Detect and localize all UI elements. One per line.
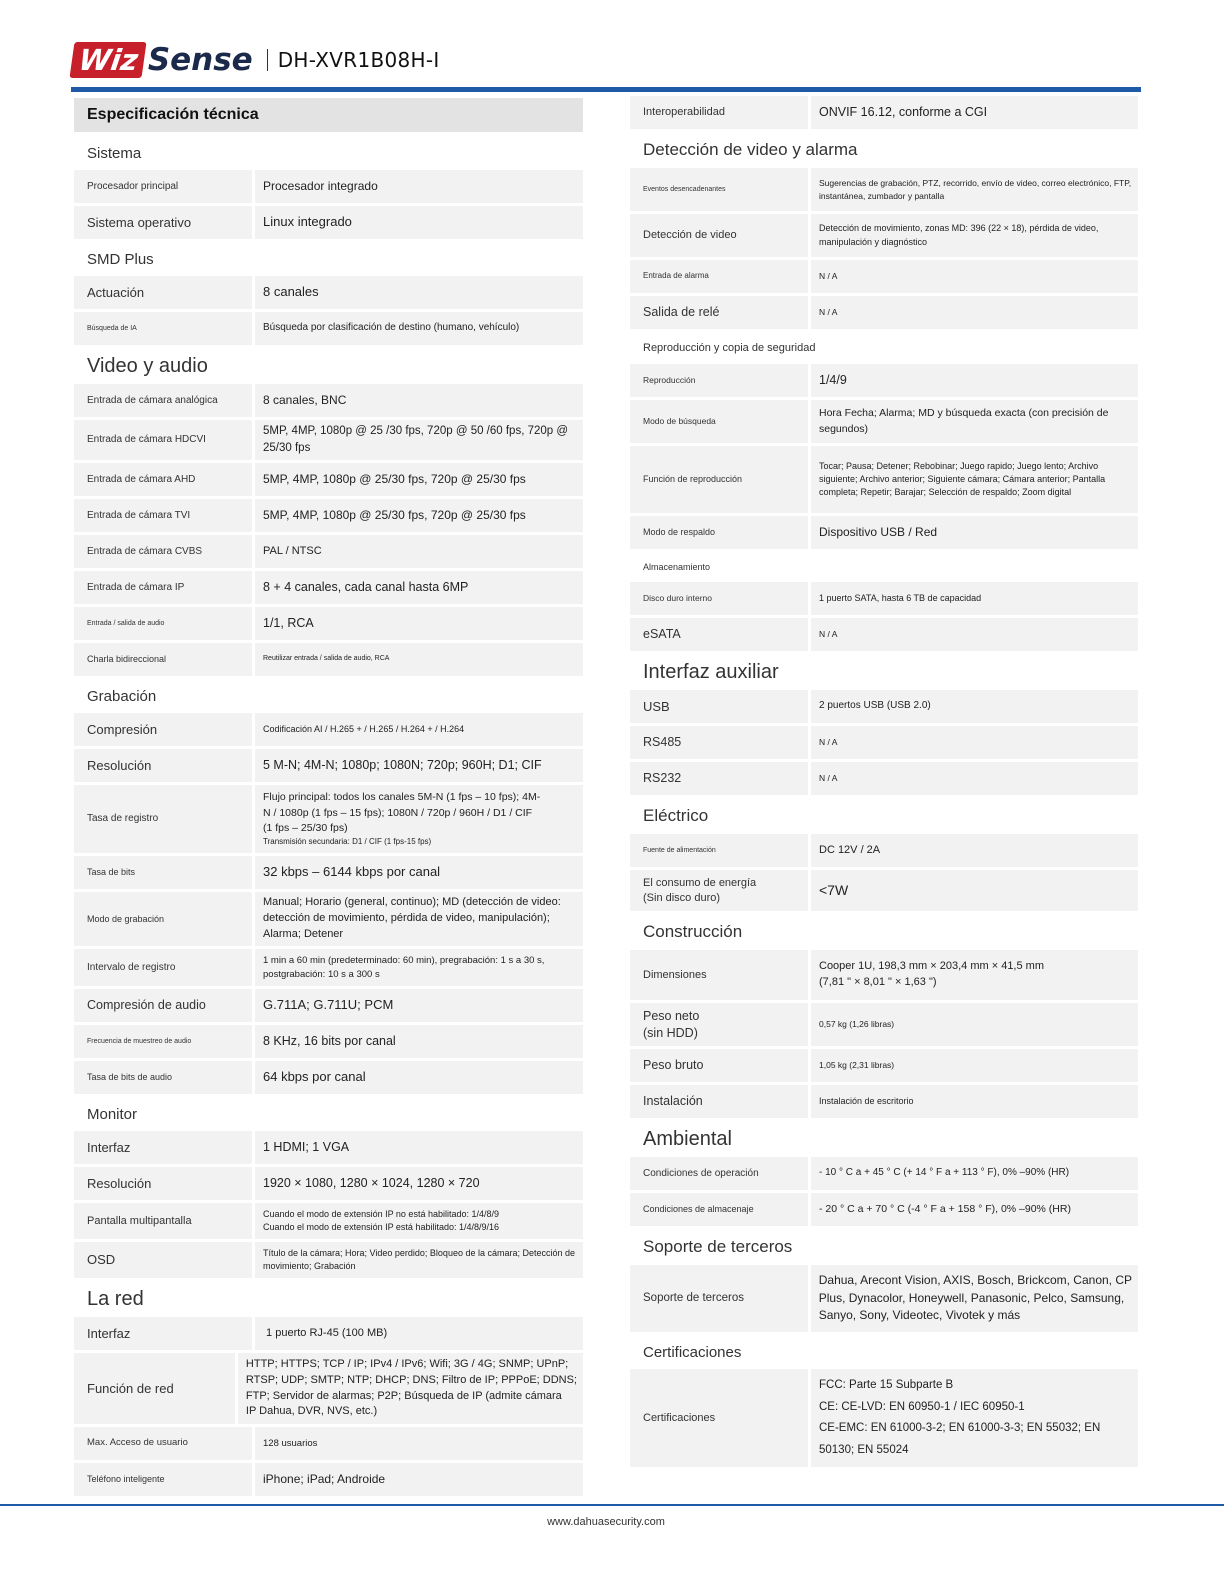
spec-label: Condiciones de almacenaje — [630, 1193, 808, 1226]
section-heading-sistema: Sistema — [87, 144, 142, 162]
spec-value-line: 0,57 kg (1,26 libras) — [819, 1019, 895, 1030]
spec-label: Tasa de registro — [74, 785, 252, 853]
spec-label: Salida de relé — [630, 296, 808, 329]
spec-value-line: Dahua, Arecont Vision, AXIS, Bosch, Brickcom, Canon, CP — [818, 1273, 1132, 1288]
spec-value — [255, 785, 583, 853]
spec-row-funcion-de-red — [74, 1353, 583, 1424]
spec-value — [255, 571, 583, 604]
spec-row-instalacion — [630, 1085, 1138, 1118]
spec-value — [811, 618, 1138, 651]
spec-row-procesador-principal — [74, 170, 583, 203]
spec-label: Compresión — [74, 713, 252, 746]
spec-value-line: 1920 × 1080, 1280 × 1024, 1280 × 720 — [263, 1176, 480, 1191]
spec-value — [811, 582, 1138, 615]
spec-row-rs485 — [630, 726, 1138, 759]
spec-value — [255, 989, 583, 1022]
spec-label: Modo de búsqueda — [630, 400, 808, 443]
spec-value-line: manipulación y diagnóstico — [819, 236, 928, 247]
spec-value-line: Tocar; Pausa; Detener; Rebobinar; Juego rapido; Juego lento; Archivo — [819, 460, 1099, 471]
spec-label: Detección de video — [630, 214, 808, 257]
spec-value-line: 8 + 4 canales, cada canal hasta 6MP — [263, 580, 469, 595]
spec-value-line: N / A — [819, 271, 838, 282]
spec-value-line: FCC: Parte 15 Subparte B — [819, 1379, 954, 1392]
spec-label: Eventos desencadenantes — [630, 168, 808, 211]
spec-value-line: Procesador integrado — [263, 178, 378, 193]
spec-row-osd — [74, 1242, 583, 1278]
spec-value-line: Linux integrado — [263, 214, 352, 230]
spec-row-modo-de-respaldo — [630, 516, 1138, 549]
spec-label: Función de red — [74, 1353, 235, 1424]
spec-value-line: 32 kbps – 6144 kbps por canal — [263, 864, 441, 880]
spec-row-actuacion — [74, 276, 583, 309]
spec-label: Max. Acceso de usuario — [74, 1427, 252, 1460]
spec-label: Disco duro interno — [630, 582, 808, 615]
spec-row-modo-de-grabacion — [74, 892, 583, 946]
spec-value — [811, 950, 1138, 1000]
spec-value-line: IP Dahua, DVR, NVS, etc.) — [245, 1405, 378, 1418]
spec-value — [255, 607, 583, 640]
spec-value — [255, 949, 583, 986]
spec-row-entrada-de-camara-cvbs — [74, 535, 583, 568]
spec-value-line: Sugerencias de grabación, PTZ, recorrido, envío de video, correo electrónico, FTP, — [819, 178, 1132, 189]
spec-value-line: 8 canales — [263, 284, 319, 300]
spec-value — [811, 1049, 1138, 1082]
spec-value-line: 1 puerto RJ-45 (100 MB) — [263, 1326, 388, 1339]
spec-row-compresion — [74, 713, 583, 746]
spec-label: Condiciones de operación — [630, 1157, 808, 1190]
spec-value-line: 8 canales, BNC — [263, 392, 347, 407]
spec-label: USB — [630, 690, 808, 723]
spec-row-certificaciones — [630, 1369, 1138, 1467]
spec-value-line: siguiente; Archivo anterior; Siguiente cámara; Cámara anterior; Pantalla — [819, 473, 1106, 484]
spec-value-line: Flujo principal: todos los canales 5M-N (1 fps – 10 fps); 4M- — [263, 791, 541, 804]
spec-row-modo-de-busqueda — [630, 400, 1138, 443]
spec-value-line: - 10 ° C a + 45 ° C (+ 14 ° F a + 113 ° F), 0% –90% (HR) — [819, 1167, 1070, 1179]
spec-value-line: N / A — [819, 773, 838, 784]
section-heading-soporte-de-terceros: Soporte de terceros — [643, 1237, 793, 1256]
spec-value — [811, 214, 1138, 257]
section-heading-ambiental: Ambiental — [643, 1127, 732, 1150]
spec-label: Tasa de bits de audio — [74, 1061, 252, 1094]
spec-row-disco-duro-interno — [630, 582, 1138, 615]
section-heading-construccion: Construcción — [643, 922, 743, 941]
spec-value — [811, 400, 1138, 443]
spec-value-line: 8 KHz, 16 bits por canal — [263, 1034, 396, 1049]
spec-row-funcion-de-reproduccion — [630, 446, 1138, 513]
spec-row-deteccion-de-video — [630, 214, 1138, 257]
spec-value — [811, 1157, 1138, 1190]
spec-label: Entrada de cámara CVBS — [74, 535, 252, 568]
spec-row-dimensiones — [630, 950, 1138, 1000]
spec-value — [238, 1353, 583, 1424]
spec-row-max-acceso-de-usuario — [74, 1427, 583, 1460]
spec-row-condiciones-de-almacenaje — [630, 1193, 1138, 1226]
wizsense-logo — [72, 42, 253, 78]
spec-value-line: 64 kbps por canal — [263, 1069, 366, 1085]
spec-row-fuente-de-alimentacion — [630, 834, 1138, 867]
spec-value-line: Plus, Dynacolor, Honeywell, Panasonic, Pelco, Samsung, — [818, 1290, 1125, 1305]
spec-value-line: CE-EMC: EN 61000-3-2; EN 61000-3-3; EN 55032; EN — [819, 1422, 1101, 1435]
spec-value-line: 1 min a 60 min (predeterminado: 60 min), pregrabación: 1 s a 30 s, — [263, 954, 545, 966]
spec-row-compresion-de-audio — [74, 989, 583, 1022]
logo-sense-text: Sense — [147, 42, 253, 78]
spec-value-line: N / A — [819, 307, 838, 318]
spec-row-rs232 — [630, 762, 1138, 795]
spec-value — [255, 420, 583, 460]
spec-value-line: 2 puertos USB (USB 2.0) — [819, 700, 931, 712]
spec-row-entrada-de-camara-hdcvi — [74, 420, 583, 460]
spec-value — [811, 96, 1138, 129]
spec-value — [255, 1203, 583, 1239]
spec-label: Fuente de alimentación — [630, 834, 808, 867]
spec-label: Charla bidireccional — [74, 643, 252, 676]
spec-value — [811, 690, 1138, 723]
spec-label: Tasa de bits — [74, 856, 252, 889]
spec-value-line: movimiento; Grabación — [263, 1261, 356, 1271]
spec-value — [255, 856, 583, 889]
spec-value-line: postgrabación: 10 s a 300 s — [263, 968, 380, 980]
spec-value-line: (7,81 " × 8,01 " × 1,63 ") — [819, 976, 937, 988]
spec-row-pantalla-multipantalla — [74, 1203, 583, 1239]
header-rule — [71, 87, 1141, 92]
spec-value-line: 5MP, 4MP, 1080p @ 25/30 fps, 720p @ 25/30 fps — [263, 471, 526, 486]
spec-label: Modo de grabación — [74, 892, 252, 946]
spec-value-line: detección de movimiento, pérdida de video, manipulación); — [263, 912, 550, 925]
spec-row-entrada-de-camara-ahd — [74, 463, 583, 496]
spec-row-intervalo-de-registro — [74, 949, 583, 986]
spec-column-right — [630, 96, 1138, 1470]
spec-value — [811, 1369, 1138, 1467]
spec-value-line: 25/30 fps — [263, 442, 311, 454]
spec-value-line: 128 usuarios — [263, 1437, 318, 1449]
spec-value-line: N / A — [819, 737, 838, 748]
spec-value-line: (1 fps – 25/30 fps) — [263, 821, 348, 834]
spec-label: Dimensiones — [630, 950, 808, 1000]
spec-label: Intervalo de registro — [74, 949, 252, 986]
spec-value-line: 1 puerto SATA, hasta 6 TB de capacidad — [819, 592, 982, 603]
spec-value — [811, 1003, 1138, 1046]
section-heading-smd-plus: SMD Plus — [87, 250, 154, 268]
spec-row-esata — [630, 618, 1138, 651]
spec-label: Entrada de cámara analógica — [74, 384, 252, 417]
spec-value-line: Sanyo, Sony, Videotec, Vivotek y más — [818, 1308, 1021, 1323]
spec-value-line: N / 1080p (1 fps – 15 fps); 1080N / 720p / 960H / D1 / CIF — [263, 806, 533, 819]
spec-row-entrada-de-alarma — [630, 260, 1138, 293]
spec-row-sistema-operativo — [74, 206, 583, 239]
spec-row-interfaz — [74, 1131, 583, 1164]
spec-label: Peso bruto — [630, 1049, 808, 1082]
spec-value-line: 1/1, RCA — [263, 616, 314, 631]
spec-label: Modo de respaldo — [630, 516, 808, 549]
spec-row-peso-neto-sin-hdd — [630, 1003, 1138, 1046]
spec-value — [255, 1463, 583, 1496]
spec-value — [811, 762, 1138, 795]
spec-value — [255, 1025, 583, 1058]
spec-value-line: Búsqueda por clasificación de destino (humano, vehículo) — [263, 322, 520, 334]
footer-url: www.dahuasecurity.com — [547, 1516, 665, 1528]
spec-value — [811, 1193, 1138, 1226]
spec-row-entrada-salida-de-audio — [74, 607, 583, 640]
spec-value — [255, 384, 583, 417]
spec-value-line: Codificación AI / H.265 + / H.265 / H.264 + / H.264 — [263, 723, 465, 734]
spec-label: eSATA — [630, 618, 808, 651]
spec-label: Actuación — [74, 276, 252, 309]
spec-label: Entrada de alarma — [630, 260, 808, 293]
spec-row-tasa-de-bits-de-audio — [74, 1061, 583, 1094]
spec-value-line: Título de la cámara; Hora; Video perdido; Bloqueo de la cámara; Detección de — [263, 1247, 576, 1258]
spec-label: Pantalla multipantalla — [74, 1203, 252, 1239]
spec-value-line: - 20 ° C a + 70 ° C (-4 ° F a + 158 ° F), 0% –90% (HR) — [819, 1202, 1071, 1215]
spec-value — [811, 260, 1138, 293]
section-heading-video-y-audio: Video y audio — [87, 354, 208, 377]
model-number: DH-XVR1B08H-I — [277, 48, 440, 72]
spec-label: Peso neto (sin HDD) — [630, 1003, 808, 1046]
spec-value-line: Alarma; Detener — [263, 927, 344, 940]
spec-label: RS232 — [630, 762, 808, 795]
spec-row-reproduccion — [630, 364, 1138, 397]
section-heading-interfaz-auxiliar: Interfaz auxiliar — [643, 660, 779, 683]
spec-value — [255, 643, 583, 676]
spec-value-line: 1 HDMI; 1 VGA — [263, 1140, 350, 1155]
spec-row-condiciones-de-operacion — [630, 1157, 1138, 1190]
spec-value — [811, 1265, 1138, 1332]
spec-row-charla-bidireccional — [74, 643, 583, 676]
spec-column-left — [74, 96, 583, 1499]
spec-value-line: FTP; Servidor de alarmas; P2P; Búsqueda de IP (admite cámara — [245, 1389, 562, 1402]
spec-value-line: Manual; Horario (general, continuo); MD (detección de video: — [263, 896, 561, 909]
spec-value — [255, 463, 583, 496]
spec-label: El consumo de energía (Sin disco duro) — [630, 870, 808, 911]
spec-value-line: Hora Fecha; Alarma; MD y búsqueda exacta (con precisión de — [819, 407, 1109, 420]
spec-value — [811, 168, 1138, 211]
spec-row-eventos-desencadenantes — [630, 168, 1138, 211]
spec-value-line: Reutilizar entrada / salida de audio, RCA — [263, 655, 390, 663]
section-heading-la-red: La red — [87, 1287, 144, 1310]
spec-value — [255, 535, 583, 568]
spec-value-line: Cuando el modo de extensión IP no está habilitado: 1/4/8/9 — [263, 1208, 500, 1219]
spec-value — [811, 296, 1138, 329]
spec-value-line: CE: CE-LVD: EN 60950-1 / IEC 60950-1 — [819, 1400, 1025, 1413]
spec-row-entrada-de-camara-analogica — [74, 384, 583, 417]
spec-label: Certificaciones — [630, 1369, 808, 1467]
spec-value — [255, 749, 583, 782]
spec-value — [255, 713, 583, 746]
spec-value-line: N / A — [819, 629, 838, 640]
spec-row-el-consumo-de-energia-sin-disco-duro — [630, 870, 1138, 911]
spec-value — [255, 206, 583, 239]
spec-label: Interfaz — [74, 1317, 252, 1350]
spec-row-usb — [630, 690, 1138, 723]
section-heading-certificaciones: Certificaciones — [643, 1343, 742, 1361]
spec-label: RS485 — [630, 726, 808, 759]
spec-row-entrada-de-camara-ip — [74, 571, 583, 604]
spec-value — [811, 446, 1138, 513]
spec-label: Sistema operativo — [74, 206, 252, 239]
spec-value-line: HTTP; HTTPS; TCP / IP; IPv4 / IPv6; Wifi; 3G / 4G; SNMP; UPnP; — [245, 1357, 569, 1370]
section-heading-electrico: Eléctrico — [643, 806, 709, 825]
spec-value-line: 1,05 kg (2,31 libras) — [819, 1060, 895, 1071]
spec-value — [255, 1242, 583, 1278]
header-divider — [267, 49, 268, 71]
spec-value — [255, 170, 583, 203]
spec-value-line: Instalación de escritorio — [819, 1095, 914, 1106]
spec-label: OSD — [74, 1242, 252, 1278]
spec-value — [255, 499, 583, 532]
spec-label: Entrada de cámara IP — [74, 571, 252, 604]
spec-value — [811, 726, 1138, 759]
spec-value-line: RTSP; UDP; SMTP; NTP; DHCP; DNS; Filtro de IP; PPPoE; DDNS; — [245, 1373, 577, 1386]
spec-value-line: G.711A; G.711U; PCM — [263, 997, 394, 1013]
spec-row-soporte-de-terceros — [630, 1265, 1138, 1332]
spec-label: Compresión de audio — [74, 989, 252, 1022]
spec-row-resolucion — [74, 1167, 583, 1200]
spec-value-line: DC 12V / 2A — [819, 843, 881, 856]
spec-value — [255, 312, 583, 345]
logo-wiz-mark: Wiz — [69, 42, 146, 78]
spec-value — [255, 1427, 583, 1460]
spec-value-line: PAL / NTSC — [263, 544, 322, 557]
spec-value-line: 5MP, 4MP, 1080p @ 25 /30 fps, 720p @ 50 /60 fps, 720p @ — [263, 425, 569, 438]
spec-value-line: <7W — [819, 882, 849, 899]
spec-row-tasa-de-registro — [74, 785, 583, 853]
spec-value — [255, 1131, 583, 1164]
spec-label: Interfaz — [74, 1131, 252, 1164]
spec-row-salida-de-rele — [630, 296, 1138, 329]
spec-label: Resolución — [74, 1167, 252, 1200]
spec-value-line: 5 M-N; 4M-N; 1080p; 1080N; 720p; 960H; D1; CIF — [263, 758, 542, 773]
spec-value — [255, 892, 583, 946]
spec-row-tasa-de-bits — [74, 856, 583, 889]
spec-value — [811, 870, 1138, 911]
spec-value — [811, 364, 1138, 397]
spec-row-resolucion — [74, 749, 583, 782]
spec-value — [255, 1061, 583, 1094]
spec-row-peso-bruto — [630, 1049, 1138, 1082]
spec-value — [255, 276, 583, 309]
spec-title: Especificación técnica — [74, 98, 583, 132]
spec-value-line: 50130; EN 55024 — [819, 1443, 909, 1456]
spec-value-line: ONVIF 16.12, conforme a CGI — [819, 105, 988, 120]
spec-value — [811, 516, 1138, 549]
spec-value-line: completa; Repetir; Barajar; Selección de respaldo; Zoom digital — [819, 487, 1072, 498]
section-heading-almacenamiento: Almacenamiento — [643, 562, 711, 572]
spec-row-frecuencia-de-muestreo-de-audio — [74, 1025, 583, 1058]
header — [72, 38, 440, 82]
spec-label: Procesador principal — [74, 170, 252, 203]
spec-row-interoperabilidad — [630, 96, 1138, 129]
spec-row-busqueda-de-ia — [74, 312, 583, 345]
spec-value-line: Dispositivo USB / Red — [819, 524, 938, 539]
spec-value-line: segundos) — [819, 422, 869, 435]
spec-label: Instalación — [630, 1085, 808, 1118]
spec-value-line: 1/4/9 — [819, 373, 847, 388]
spec-value-line: Detección de movimiento, zonas MD: 396 (22 × 18), pérdida de video, — [819, 223, 1099, 234]
spec-value-line: Cooper 1U, 198,3 mm × 203,4 mm × 41,5 mm — [819, 960, 1044, 973]
section-heading-deteccion-de-video-y-alarma: Detección de video y alarma — [643, 140, 858, 159]
spec-value — [811, 834, 1138, 867]
spec-label: Teléfono inteligente — [74, 1463, 252, 1496]
spec-value-line: Cuando el modo de extensión IP está habilitado: 1/4/8/9/16 — [263, 1222, 500, 1232]
spec-value — [811, 1085, 1138, 1118]
spec-label: Búsqueda de IA — [74, 312, 252, 345]
spec-value-line: 5MP, 4MP, 1080p @ 25/30 fps, 720p @ 25/30 fps — [263, 507, 526, 522]
spec-value — [255, 1167, 583, 1200]
spec-label: Entrada de cámara AHD — [74, 463, 252, 496]
spec-label: Reproducción — [630, 364, 808, 397]
spec-value-line: iPhone; iPad; Androide — [263, 1471, 386, 1486]
spec-label: Entrada de cámara HDCVI — [74, 420, 252, 460]
section-heading-grabacion: Grabación — [87, 687, 157, 705]
section-heading-reproduccion-y-copia-de-seguridad: Reproducción y copia de seguridad — [643, 342, 816, 354]
spec-label: Interoperabilidad — [630, 96, 808, 129]
spec-value-line: Transmisión secundaria: D1 / CIF (1 fps-15 fps) — [263, 837, 432, 847]
spec-value — [255, 1317, 583, 1350]
spec-row-interfaz — [74, 1317, 583, 1350]
spec-label: Soporte de terceros — [630, 1265, 808, 1332]
spec-label: Entrada de cámara TVI — [74, 499, 252, 532]
spec-label: Entrada / salida de audio — [74, 607, 252, 640]
spec-row-entrada-de-camara-tvi — [74, 499, 583, 532]
spec-value-line: instantánea, zumbador y pantalla — [819, 190, 945, 201]
spec-label: Frecuencia de muestreo de audio — [74, 1025, 252, 1058]
footer-rule — [0, 1504, 1224, 1506]
section-heading-monitor: Monitor — [87, 1105, 138, 1123]
spec-label: Resolución — [74, 749, 252, 782]
spec-row-telefono-inteligente — [74, 1463, 583, 1496]
spec-label: Función de reproducción — [630, 446, 808, 513]
